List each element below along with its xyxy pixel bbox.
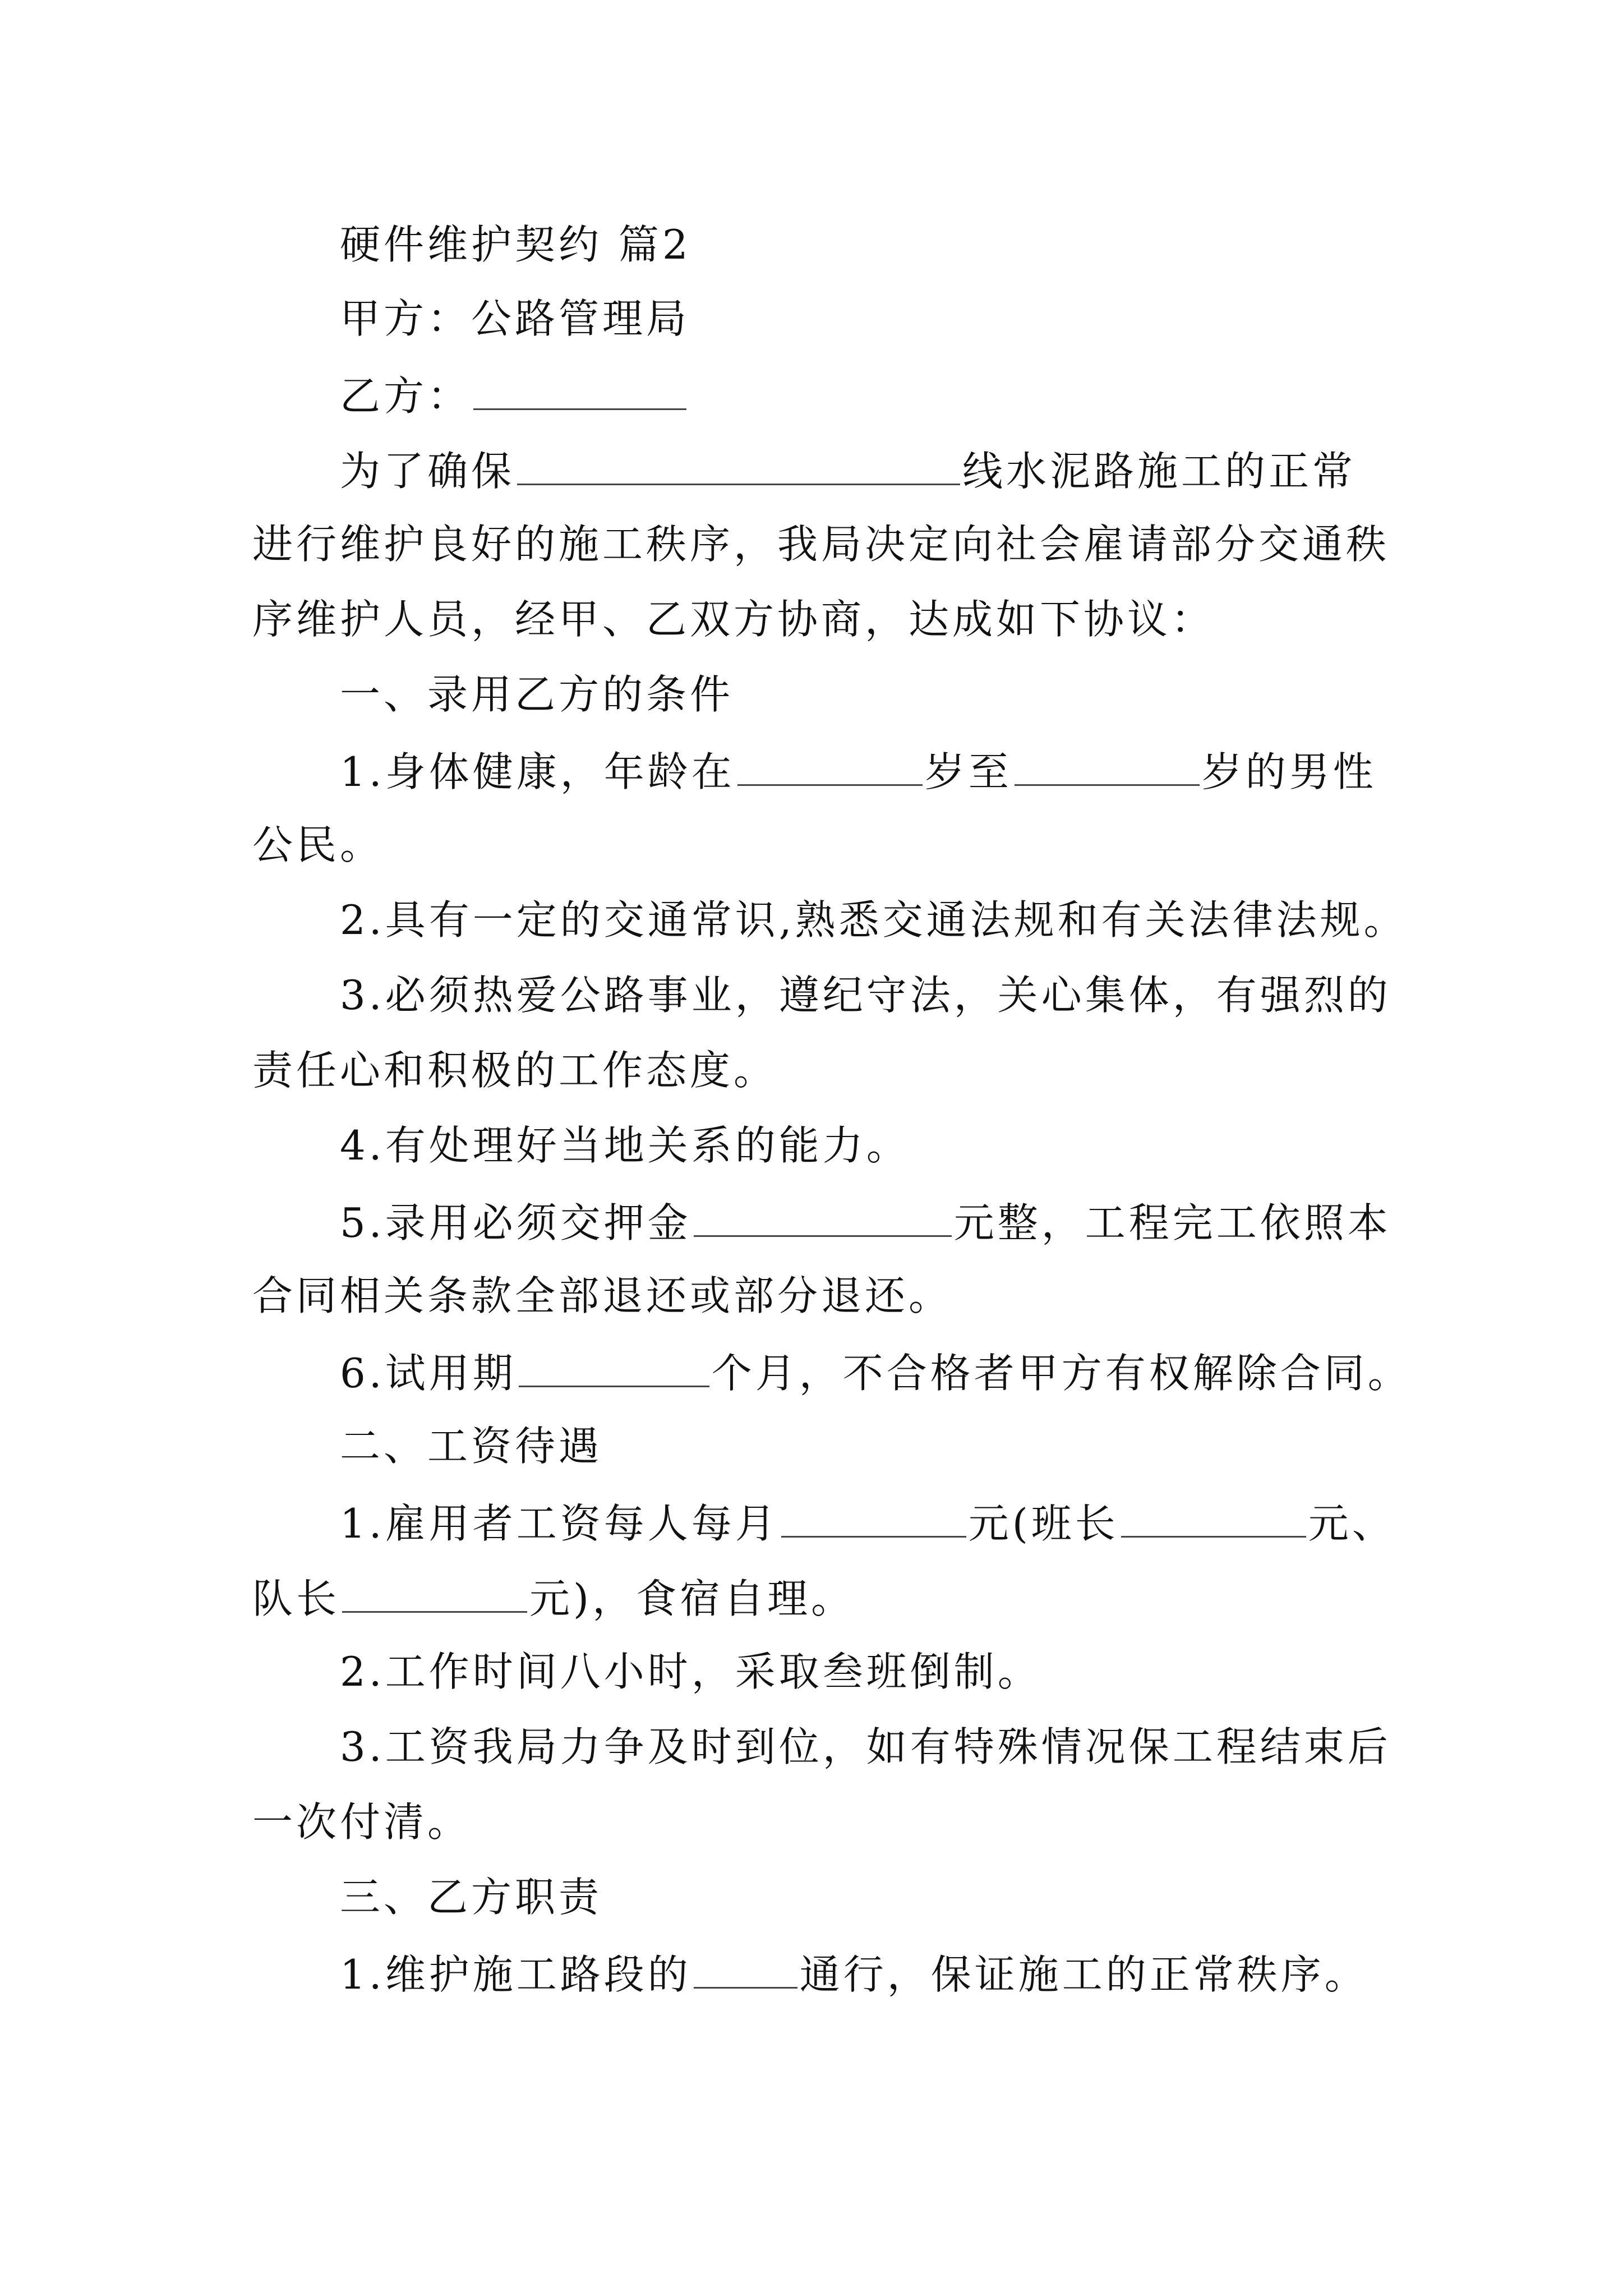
- section2-item1-cont: [252, 1575, 855, 1622]
- item6-text-b: 个月，不合格者甲方有权解除合同。: [711, 1349, 1412, 1397]
- item5-text-a: 5.录用必须交押金: [340, 1199, 691, 1246]
- item1-text-c: 岁的男性: [1201, 748, 1377, 795]
- section3-heading-text: 三、乙方职责: [340, 1874, 603, 1921]
- section1-heading-text: 一、录用乙方的条件: [340, 671, 734, 718]
- item4-text: 4.有处理好当地关系的能力。: [340, 1122, 910, 1169]
- leader-text-a: 队长: [252, 1575, 340, 1622]
- leader-wage-blank: [342, 1576, 527, 1613]
- item1-text-b: 岁至: [924, 748, 1012, 795]
- work-hours-text: 2.工作时间八小时，采取叁班倒制。: [340, 1648, 1041, 1695]
- payment-text-1: 3.工资我局力争及时到位，如有特殊情况保工程结束后: [340, 1723, 1391, 1770]
- section2-item2: [340, 1648, 1041, 1695]
- intro-suffix: 线水泥路施工的正常: [962, 447, 1357, 495]
- item5-text-b: 元整，工程完工依照本: [953, 1199, 1391, 1246]
- duty-text-a: 1.维护施工路段的: [340, 1950, 691, 1998]
- section2-item3-cont: [252, 1798, 472, 1846]
- route-blank: [517, 449, 960, 485]
- party-b-blank: [473, 374, 686, 410]
- wage-text-c: 元、: [1308, 1499, 1396, 1547]
- document-title: [340, 221, 691, 268]
- wage-text-a: 1.雇用者工资每人每月: [340, 1499, 779, 1547]
- intro-line-1: [340, 447, 1357, 495]
- section1-item5-cont: [252, 1272, 953, 1319]
- item1-cont-text: 公民。: [252, 821, 384, 868]
- leader-text-b: 元)，食宿自理。: [529, 1575, 855, 1622]
- age-max-blank: [1015, 749, 1200, 786]
- payment-text-2: 一次付清。: [252, 1798, 472, 1846]
- duty-text-b: 通行，保证施工的正常秩序。: [799, 1950, 1368, 1998]
- trial-period-blank: [519, 1351, 709, 1387]
- section2-heading: [340, 1423, 603, 1470]
- item3-text-2: 责任心和积极的工作态度。: [252, 1047, 778, 1094]
- section1-item6: [340, 1349, 1412, 1397]
- section1-item1-cont: [252, 821, 384, 868]
- item5-text-2: 合同相关条款全部退还或部分退还。: [252, 1272, 953, 1319]
- section1-heading: [340, 671, 734, 718]
- wage-text-b: 元(班长: [968, 1499, 1119, 1547]
- section1-item2: [340, 896, 1408, 944]
- wage-blank: [781, 1501, 966, 1538]
- party-b-label: 乙方：: [340, 372, 472, 420]
- section1-item3: [340, 972, 1391, 1019]
- section1-item3-cont: [252, 1047, 778, 1094]
- party-b: [340, 372, 689, 420]
- section3-heading: [340, 1874, 603, 1921]
- monitor-wage-blank: [1121, 1501, 1306, 1538]
- section1-item1: [340, 748, 1377, 795]
- item1-text-a: 1.身体健康，年龄在: [340, 748, 735, 795]
- section2-item1: [340, 1499, 1396, 1547]
- intro-line-2: [252, 521, 1390, 568]
- title-text: 硬件维护契约 篇2: [340, 221, 691, 268]
- item2-text: 2.具有一定的交通常识,熟悉交通法规和有关法律法规。: [340, 896, 1408, 944]
- section2-item3: [340, 1723, 1391, 1770]
- party-a: [340, 295, 690, 342]
- section1-item4: [340, 1122, 910, 1169]
- section3-item1: [340, 1950, 1368, 1998]
- intro-prefix: 为了确保: [340, 447, 515, 495]
- section2-heading-text: 二、工资待遇: [340, 1423, 603, 1470]
- party-a-text: 甲方：公路管理局: [340, 295, 690, 342]
- intro-text-2: 进行维护良好的施工秩序，我局决定向社会雇请部分交通秩: [252, 521, 1390, 568]
- deposit-blank: [694, 1200, 952, 1237]
- traffic-blank: [694, 1952, 797, 1989]
- section1-item5: [340, 1199, 1391, 1246]
- item3-text-1: 3.必须热爱公路事业，遵纪守法，关心集体，有强烈的: [340, 972, 1391, 1019]
- intro-text-3: 序维护人员，经甲、乙双方协商，达成如下协议：: [252, 596, 1215, 643]
- age-min-blank: [737, 749, 923, 786]
- intro-line-3: [252, 596, 1215, 643]
- item6-text-a: 6.试用期: [340, 1349, 517, 1397]
